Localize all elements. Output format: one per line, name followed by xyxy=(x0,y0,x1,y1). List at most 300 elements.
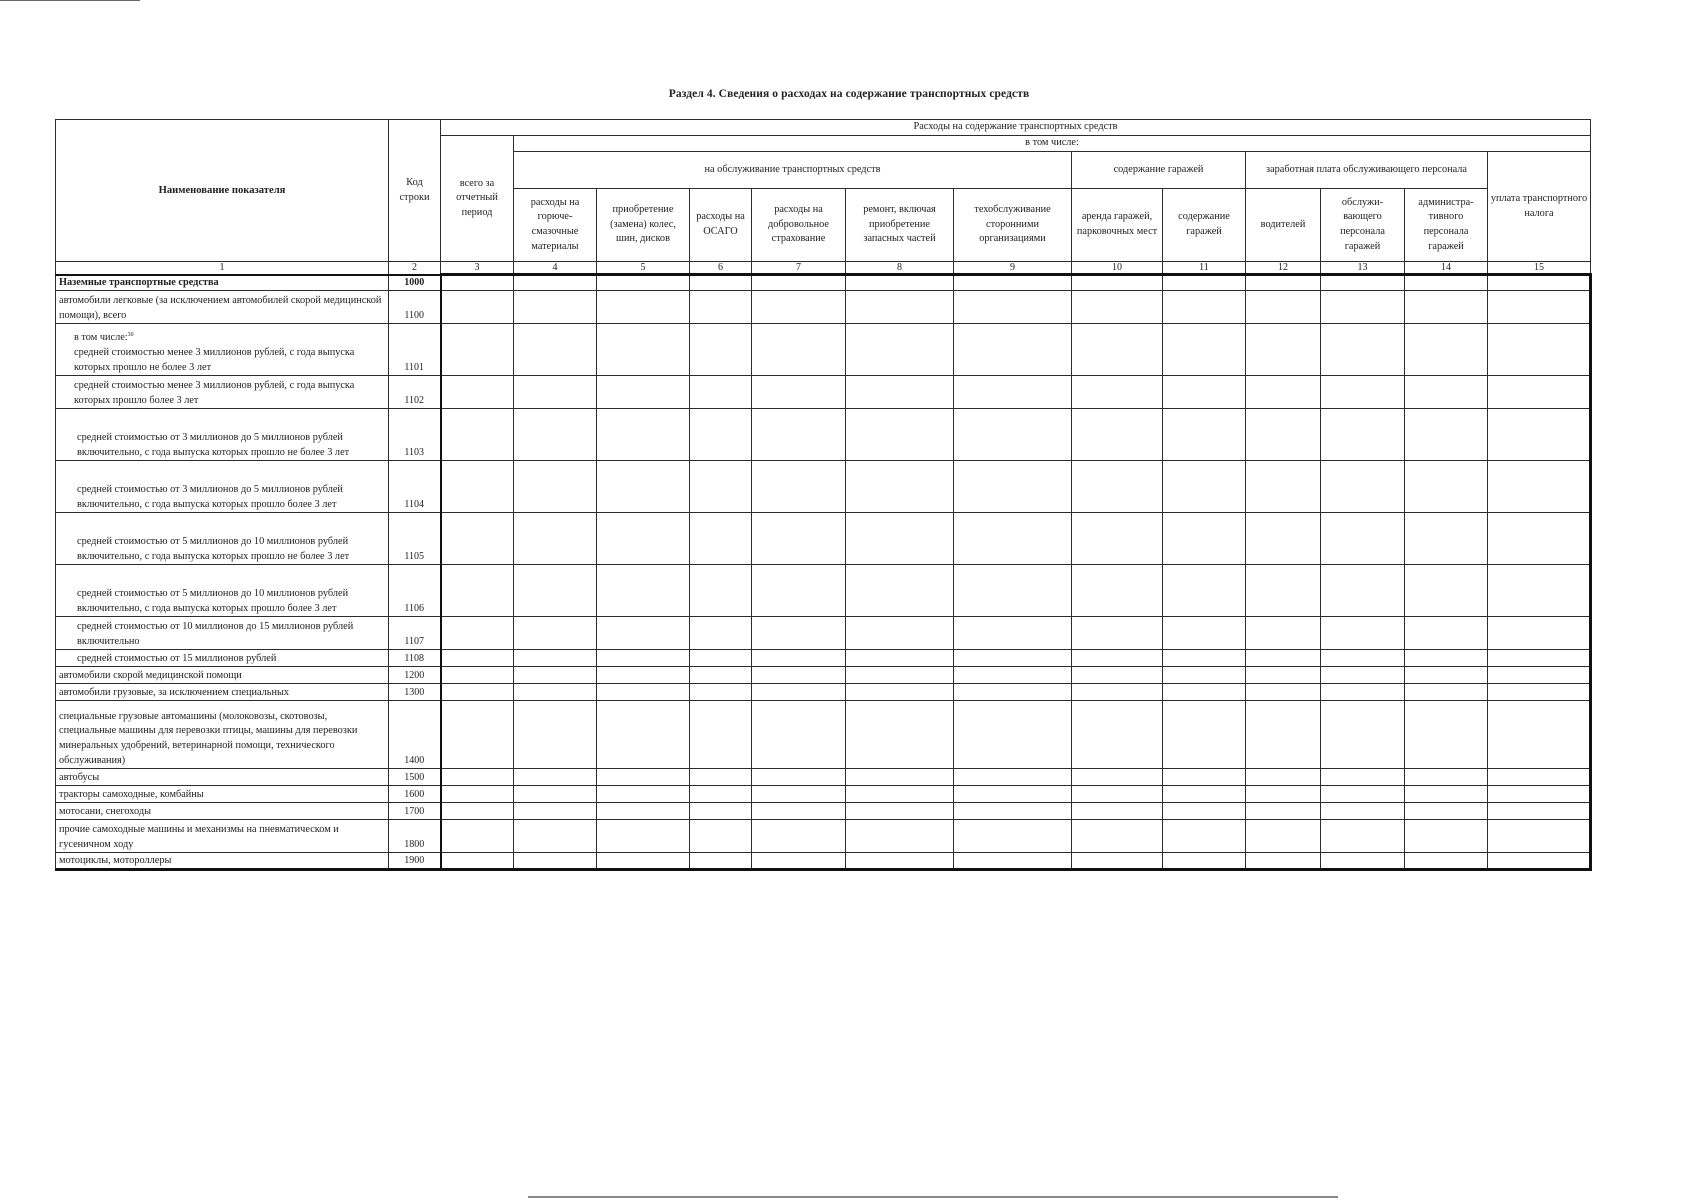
data-cell[interactable] xyxy=(441,275,514,291)
table-row xyxy=(56,853,1591,870)
data-cell[interactable] xyxy=(1405,701,1488,769)
row-label: автомобили скорой медицинской помощи xyxy=(56,667,389,684)
column-number: 2 xyxy=(389,262,441,275)
data-cell[interactable] xyxy=(690,275,752,291)
data-cell[interactable] xyxy=(1321,461,1405,513)
data-cell[interactable] xyxy=(441,650,514,667)
data-cell[interactable] xyxy=(1072,291,1163,324)
data-cell[interactable] xyxy=(1163,324,1246,376)
row-code: 1105 xyxy=(389,513,441,565)
row-label: тракторы самоходные, комбайны xyxy=(56,786,389,803)
header-including: в том числе: xyxy=(514,136,1591,152)
data-cell[interactable] xyxy=(597,853,690,870)
row-code: 1600 xyxy=(389,786,441,803)
data-cell[interactable] xyxy=(1488,324,1591,376)
data-cell[interactable] xyxy=(846,291,954,324)
data-cell[interactable] xyxy=(1163,275,1246,291)
data-cell[interactable] xyxy=(846,650,954,667)
data-cell[interactable] xyxy=(752,820,846,853)
data-cell[interactable] xyxy=(514,650,597,667)
data-cell[interactable] xyxy=(1321,617,1405,650)
data-cell[interactable] xyxy=(514,667,597,684)
data-cell[interactable] xyxy=(846,409,954,461)
data-cell[interactable] xyxy=(954,461,1072,513)
data-cell[interactable] xyxy=(1163,291,1246,324)
data-cell[interactable] xyxy=(690,376,752,409)
data-cell[interactable] xyxy=(1246,617,1321,650)
data-cell[interactable] xyxy=(597,617,690,650)
data-cell[interactable] xyxy=(1072,786,1163,803)
data-cell[interactable] xyxy=(1488,786,1591,803)
data-cell[interactable] xyxy=(1405,786,1488,803)
data-cell[interactable] xyxy=(752,376,846,409)
data-cell[interactable] xyxy=(1488,701,1591,769)
data-cell[interactable] xyxy=(690,291,752,324)
data-cell[interactable] xyxy=(597,650,690,667)
data-cell[interactable] xyxy=(752,291,846,324)
data-cell[interactable] xyxy=(1321,667,1405,684)
data-cell[interactable] xyxy=(1246,820,1321,853)
data-cell[interactable] xyxy=(514,769,597,786)
data-cell[interactable] xyxy=(514,617,597,650)
data-cell[interactable] xyxy=(1072,667,1163,684)
data-cell[interactable] xyxy=(690,769,752,786)
data-cell[interactable] xyxy=(441,769,514,786)
data-cell[interactable] xyxy=(597,786,690,803)
data-cell[interactable] xyxy=(597,565,690,617)
row-label: прочие самоходные машины и механизмы на пневматическом и гусеничном ходу xyxy=(56,820,389,853)
data-cell[interactable] xyxy=(1163,701,1246,769)
data-cell[interactable] xyxy=(1072,376,1163,409)
data-cell[interactable] xyxy=(514,684,597,701)
data-cell[interactable] xyxy=(514,461,597,513)
data-cell[interactable] xyxy=(954,376,1072,409)
row-label: автомобили грузовые, за исключением специальных xyxy=(56,684,389,701)
data-cell[interactable] xyxy=(752,409,846,461)
data-cell[interactable] xyxy=(690,667,752,684)
table-row xyxy=(56,617,1591,650)
table-row xyxy=(56,409,1591,461)
data-cell[interactable] xyxy=(1163,684,1246,701)
row-code: 1104 xyxy=(389,461,441,513)
data-cell[interactable] xyxy=(752,324,846,376)
data-cell[interactable] xyxy=(1072,701,1163,769)
data-cell[interactable] xyxy=(1246,853,1321,870)
data-cell[interactable] xyxy=(597,461,690,513)
data-cell[interactable] xyxy=(597,291,690,324)
row-code: 1200 xyxy=(389,667,441,684)
data-cell[interactable] xyxy=(514,565,597,617)
data-cell[interactable] xyxy=(441,820,514,853)
data-cell[interactable] xyxy=(846,513,954,565)
data-cell[interactable] xyxy=(690,409,752,461)
data-cell[interactable] xyxy=(441,786,514,803)
data-cell[interactable] xyxy=(441,565,514,617)
data-cell[interactable] xyxy=(1405,275,1488,291)
data-cell[interactable] xyxy=(690,786,752,803)
data-cell[interactable] xyxy=(1405,291,1488,324)
data-cell[interactable] xyxy=(954,667,1072,684)
data-cell[interactable] xyxy=(846,275,954,291)
data-cell[interactable] xyxy=(1488,803,1591,820)
data-cell[interactable] xyxy=(1488,820,1591,853)
row-code: 1107 xyxy=(389,617,441,650)
data-cell[interactable] xyxy=(690,324,752,376)
data-cell[interactable] xyxy=(1488,291,1591,324)
data-cell[interactable] xyxy=(954,684,1072,701)
data-cell[interactable] xyxy=(1163,786,1246,803)
data-cell[interactable] xyxy=(1072,803,1163,820)
table-row xyxy=(56,291,1591,324)
data-cell[interactable] xyxy=(441,291,514,324)
data-cell[interactable] xyxy=(1321,853,1405,870)
data-cell[interactable] xyxy=(1488,769,1591,786)
column-number: 15 xyxy=(1488,262,1591,275)
data-cell[interactable] xyxy=(954,617,1072,650)
data-cell[interactable] xyxy=(954,769,1072,786)
data-cell[interactable] xyxy=(1488,513,1591,565)
data-cell[interactable] xyxy=(1321,275,1405,291)
data-cell[interactable] xyxy=(690,853,752,870)
row-code: 1700 xyxy=(389,803,441,820)
data-cell[interactable] xyxy=(1163,853,1246,870)
data-cell[interactable] xyxy=(1072,513,1163,565)
data-cell[interactable] xyxy=(1321,565,1405,617)
data-cell[interactable] xyxy=(1488,667,1591,684)
data-cell[interactable] xyxy=(1321,513,1405,565)
data-cell[interactable] xyxy=(1246,565,1321,617)
table-row xyxy=(56,701,1591,769)
data-cell[interactable] xyxy=(514,803,597,820)
data-cell[interactable] xyxy=(514,291,597,324)
data-cell[interactable] xyxy=(1072,820,1163,853)
data-cell[interactable] xyxy=(1072,461,1163,513)
row-code: 1102 xyxy=(389,376,441,409)
data-cell[interactable] xyxy=(1163,461,1246,513)
data-cell[interactable] xyxy=(1246,650,1321,667)
data-cell[interactable] xyxy=(1163,803,1246,820)
header-garage-rent: аренда гаражей, парковочных мест xyxy=(1072,189,1163,262)
data-cell[interactable] xyxy=(1405,684,1488,701)
data-cell[interactable] xyxy=(752,275,846,291)
data-cell[interactable] xyxy=(441,461,514,513)
data-cell[interactable] xyxy=(597,820,690,853)
data-cell[interactable] xyxy=(1072,565,1163,617)
data-cell[interactable] xyxy=(690,684,752,701)
data-cell[interactable] xyxy=(954,291,1072,324)
row-label-prefix: в том числе:$^{30}$ xyxy=(74,332,134,344)
row-code: 1106 xyxy=(389,565,441,617)
table-row xyxy=(56,803,1591,820)
header-garage: содержание гаражей xyxy=(1072,152,1246,189)
row-code: 1100 xyxy=(389,291,441,324)
data-cell[interactable] xyxy=(1321,291,1405,324)
row-label: средней стоимостью от 3 миллионов до 5 миллионов рублей включительно, с года выпуска которых прошло не более 3 лет xyxy=(56,409,389,461)
data-cell[interactable] xyxy=(597,701,690,769)
data-cell[interactable] xyxy=(441,409,514,461)
data-cell[interactable] xyxy=(690,617,752,650)
data-cell[interactable] xyxy=(954,565,1072,617)
data-cell[interactable] xyxy=(597,684,690,701)
data-cell[interactable] xyxy=(846,376,954,409)
data-cell[interactable] xyxy=(1072,853,1163,870)
data-cell[interactable] xyxy=(597,275,690,291)
data-cell[interactable] xyxy=(1405,324,1488,376)
data-cell[interactable] xyxy=(846,565,954,617)
header-maintenance: техобслуживание сторонними организациями xyxy=(954,189,1072,262)
data-cell[interactable] xyxy=(1488,461,1591,513)
data-cell[interactable] xyxy=(441,376,514,409)
data-cell[interactable] xyxy=(597,803,690,820)
data-cell[interactable] xyxy=(1488,376,1591,409)
data-cell[interactable] xyxy=(846,324,954,376)
data-cell[interactable] xyxy=(954,820,1072,853)
data-cell[interactable] xyxy=(690,803,752,820)
data-cell[interactable] xyxy=(514,324,597,376)
data-cell[interactable] xyxy=(1405,667,1488,684)
data-cell[interactable] xyxy=(752,786,846,803)
data-cell[interactable] xyxy=(1321,376,1405,409)
header-salary: заработная плата обслуживающего персонала xyxy=(1246,152,1488,189)
data-cell[interactable] xyxy=(1405,853,1488,870)
data-cell[interactable] xyxy=(752,701,846,769)
data-cell[interactable] xyxy=(1321,803,1405,820)
data-cell[interactable] xyxy=(1072,617,1163,650)
data-cell[interactable] xyxy=(1246,769,1321,786)
data-cell[interactable] xyxy=(597,324,690,376)
data-cell[interactable] xyxy=(752,667,846,684)
data-cell[interactable] xyxy=(1321,650,1405,667)
data-cell[interactable] xyxy=(846,803,954,820)
data-cell[interactable] xyxy=(1405,769,1488,786)
header-garage-upkeep: содержание гаражей xyxy=(1163,189,1246,262)
row-code: 1500 xyxy=(389,769,441,786)
data-cell[interactable] xyxy=(1246,409,1321,461)
data-cell[interactable] xyxy=(441,667,514,684)
data-cell[interactable] xyxy=(441,684,514,701)
row-label: средней стоимостью от 3 миллионов до 5 миллионов рублей включительно, с года выпуска которых прошло более 3 лет xyxy=(56,461,389,513)
data-cell[interactable] xyxy=(752,684,846,701)
data-cell[interactable] xyxy=(1163,650,1246,667)
section-title: Раздел 4. Сведения о расходах на содержание транспортных средств xyxy=(668,88,1030,100)
data-cell[interactable] xyxy=(514,376,597,409)
header-indicator-name: Наименование показателя xyxy=(56,120,389,262)
table-row xyxy=(56,650,1591,667)
column-number: 1 xyxy=(56,262,389,275)
column-number: 4 xyxy=(514,262,597,275)
data-cell[interactable] xyxy=(1246,324,1321,376)
data-cell[interactable] xyxy=(1321,769,1405,786)
row-label: автомобили легковые (за исключением автомобилей скорой медицинской помощи), всего xyxy=(56,291,389,324)
data-cell[interactable] xyxy=(690,701,752,769)
data-cell[interactable] xyxy=(514,409,597,461)
data-cell[interactable] xyxy=(752,617,846,650)
data-cell[interactable] xyxy=(514,701,597,769)
table-row xyxy=(56,820,1591,853)
data-cell[interactable] xyxy=(954,513,1072,565)
data-cell[interactable] xyxy=(1246,461,1321,513)
data-cell[interactable] xyxy=(954,786,1072,803)
data-cell[interactable] xyxy=(1405,461,1488,513)
data-cell[interactable] xyxy=(1072,275,1163,291)
data-cell[interactable] xyxy=(597,667,690,684)
data-cell[interactable] xyxy=(441,853,514,870)
data-cell[interactable] xyxy=(954,324,1072,376)
data-cell[interactable] xyxy=(441,513,514,565)
data-cell[interactable] xyxy=(514,513,597,565)
data-cell[interactable] xyxy=(1321,684,1405,701)
data-cell[interactable] xyxy=(1405,376,1488,409)
data-cell[interactable] xyxy=(1405,565,1488,617)
data-cell[interactable] xyxy=(1321,409,1405,461)
data-cell[interactable] xyxy=(514,275,597,291)
data-cell[interactable] xyxy=(846,461,954,513)
table-row xyxy=(56,769,1591,786)
row-code: 1103 xyxy=(389,409,441,461)
data-cell[interactable] xyxy=(1321,786,1405,803)
data-cell[interactable] xyxy=(1405,513,1488,565)
data-cell[interactable] xyxy=(1163,376,1246,409)
footnote-mark: 30 xyxy=(127,332,134,339)
header-fuel: расходы на горюче-смазочные материалы xyxy=(514,189,597,262)
row-code: 1000 xyxy=(389,275,441,291)
data-cell[interactable] xyxy=(1246,786,1321,803)
data-cell[interactable] xyxy=(1246,667,1321,684)
data-cell[interactable] xyxy=(752,513,846,565)
data-cell[interactable] xyxy=(954,650,1072,667)
data-cell[interactable] xyxy=(1246,684,1321,701)
data-cell[interactable] xyxy=(1488,853,1591,870)
data-cell[interactable] xyxy=(1405,650,1488,667)
table-row xyxy=(56,684,1591,701)
data-cell[interactable] xyxy=(846,853,954,870)
data-cell[interactable] xyxy=(690,650,752,667)
header-repair: ремонт, включая приобретение запасных частей xyxy=(846,189,954,262)
data-cell[interactable] xyxy=(752,853,846,870)
data-cell[interactable] xyxy=(441,701,514,769)
data-cell[interactable] xyxy=(846,667,954,684)
data-cell[interactable] xyxy=(752,565,846,617)
column-number: 7 xyxy=(752,262,846,275)
data-cell[interactable] xyxy=(1488,617,1591,650)
data-cell[interactable] xyxy=(846,786,954,803)
data-cell[interactable] xyxy=(954,803,1072,820)
data-cell[interactable] xyxy=(1488,684,1591,701)
data-cell[interactable] xyxy=(690,461,752,513)
data-cell[interactable] xyxy=(752,803,846,820)
table-row xyxy=(56,565,1591,617)
data-cell[interactable] xyxy=(752,650,846,667)
data-cell[interactable] xyxy=(954,853,1072,870)
data-cell[interactable] xyxy=(514,853,597,870)
data-cell[interactable] xyxy=(1405,820,1488,853)
column-number: 11 xyxy=(1163,262,1246,275)
data-cell[interactable] xyxy=(846,701,954,769)
data-cell[interactable] xyxy=(1405,409,1488,461)
data-cell[interactable] xyxy=(690,513,752,565)
data-cell[interactable] xyxy=(441,803,514,820)
data-cell[interactable] xyxy=(1321,701,1405,769)
data-cell[interactable] xyxy=(1072,409,1163,461)
data-cell[interactable] xyxy=(1246,275,1321,291)
data-cell[interactable] xyxy=(597,769,690,786)
data-cell[interactable] xyxy=(1163,617,1246,650)
data-cell[interactable] xyxy=(752,461,846,513)
data-cell[interactable] xyxy=(441,617,514,650)
data-cell[interactable] xyxy=(690,820,752,853)
header-service: на обслуживание транспортных средств xyxy=(514,152,1072,189)
data-cell[interactable] xyxy=(1163,769,1246,786)
data-cell[interactable] xyxy=(1246,803,1321,820)
data-cell[interactable] xyxy=(1246,291,1321,324)
column-number: 14 xyxy=(1405,262,1488,275)
data-cell[interactable] xyxy=(752,769,846,786)
data-cell[interactable] xyxy=(1246,701,1321,769)
data-cell[interactable] xyxy=(597,409,690,461)
table-row xyxy=(56,667,1591,684)
data-cell[interactable] xyxy=(954,701,1072,769)
data-cell[interactable] xyxy=(1072,650,1163,667)
data-cell[interactable] xyxy=(1321,324,1405,376)
data-cell[interactable] xyxy=(1163,409,1246,461)
header-drivers: водителей xyxy=(1246,189,1321,262)
data-cell[interactable] xyxy=(514,820,597,853)
data-cell[interactable] xyxy=(1163,565,1246,617)
data-cell[interactable] xyxy=(1488,275,1591,291)
data-cell[interactable] xyxy=(1405,617,1488,650)
data-cell[interactable] xyxy=(1488,565,1591,617)
data-cell[interactable] xyxy=(846,769,954,786)
data-cell[interactable] xyxy=(1163,667,1246,684)
row-label: в том числе:$^{30}$ средней стоимостью менее 3 миллионов рублей, с года выпуска которых прошло не более 3 лет xyxy=(56,324,389,376)
data-cell[interactable] xyxy=(1072,324,1163,376)
data-cell[interactable] xyxy=(441,324,514,376)
column-number-row xyxy=(56,262,1591,275)
column-number: 9 xyxy=(954,262,1072,275)
table-header xyxy=(56,120,1591,275)
data-cell[interactable] xyxy=(1246,376,1321,409)
data-cell[interactable] xyxy=(1488,650,1591,667)
data-cell[interactable] xyxy=(597,376,690,409)
data-cell[interactable] xyxy=(1072,769,1163,786)
data-cell[interactable] xyxy=(1246,513,1321,565)
data-cell[interactable] xyxy=(1163,820,1246,853)
data-cell[interactable] xyxy=(954,275,1072,291)
data-cell[interactable] xyxy=(597,513,690,565)
column-number: 8 xyxy=(846,262,954,275)
data-cell[interactable] xyxy=(1072,684,1163,701)
column-number: 3 xyxy=(441,262,514,275)
data-cell[interactable] xyxy=(1405,803,1488,820)
data-cell[interactable] xyxy=(846,684,954,701)
column-number: 10 xyxy=(1072,262,1163,275)
data-cell[interactable] xyxy=(846,820,954,853)
data-cell[interactable] xyxy=(846,617,954,650)
table-row xyxy=(56,786,1591,803)
data-cell[interactable] xyxy=(1488,409,1591,461)
table-row xyxy=(56,275,1591,291)
data-cell[interactable] xyxy=(1163,513,1246,565)
row-label: средней стоимостью от 10 миллионов до 15 миллионов рублей включительно xyxy=(56,617,389,650)
data-cell[interactable] xyxy=(514,786,597,803)
header-expenses: Расходы на содержание транспортных средств xyxy=(441,120,1591,136)
data-cell[interactable] xyxy=(954,409,1072,461)
row-label: мотосани, снегоходы xyxy=(56,803,389,820)
scan-edge-top xyxy=(0,0,140,1)
data-cell[interactable] xyxy=(1321,820,1405,853)
header-total: всего за отчетный период xyxy=(441,136,514,262)
data-cell[interactable] xyxy=(690,565,752,617)
